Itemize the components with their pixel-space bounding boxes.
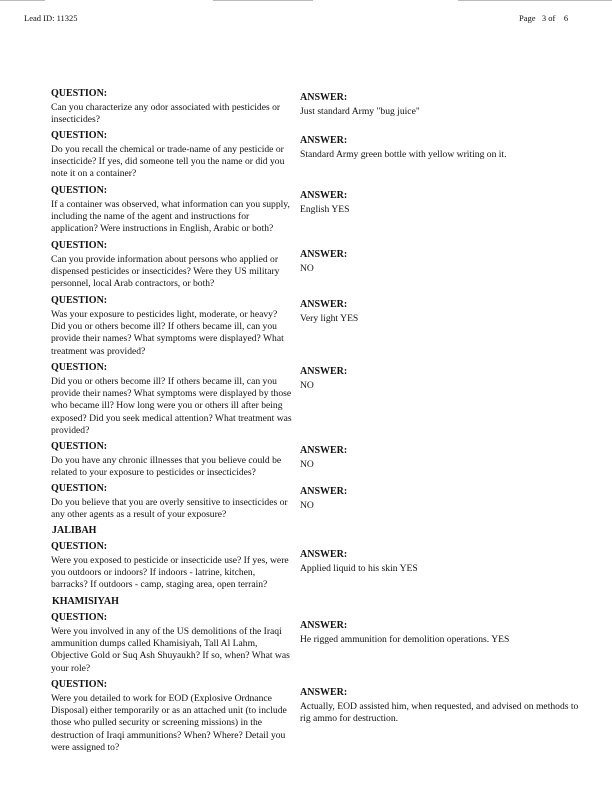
answer-block bbox=[300, 687, 590, 725]
section-jalibah: JALIBAH bbox=[52, 525, 97, 536]
question-block bbox=[51, 240, 293, 291]
question-block bbox=[51, 295, 293, 358]
question-label: QUESTION: bbox=[51, 541, 108, 552]
question-text: If a container was observed, what information can you supply, including the name of the agent and instructions for application? Were instructions in English, Arabic or both? bbox=[51, 199, 290, 235]
answer-text: NO bbox=[300, 380, 314, 391]
question-text: Were you detailed to work for EOD (Explosive Ordnance Disposal) either temporarily or as an attached unit (to include those who pulled security or screening missions) in the destruction of Iraqi ammunitions? When? Where? Detail you were assigned to? bbox=[51, 693, 287, 753]
answer-label: ANSWER: bbox=[300, 486, 348, 497]
answer-label: ANSWER: bbox=[300, 92, 348, 103]
answer-label: ANSWER: bbox=[300, 445, 348, 456]
answer-text: Standard Army green bottle with yellow writing on it. bbox=[300, 149, 507, 160]
question-label: QUESTION: bbox=[51, 441, 108, 452]
scan-edge bbox=[458, 0, 612, 1]
question-block bbox=[51, 362, 293, 437]
scan-edge bbox=[0, 0, 45, 1]
question-block bbox=[51, 679, 293, 754]
question-text: Do you believe that you are overly sensitive to insecticides or any other agents as a result of your exposure? bbox=[51, 497, 288, 521]
question-text: Were you exposed to pesticide or insecticide use? If yes, were you outdoors or indoors? If indoors - latrine, kitchen, barracks? If outdoors - camp, staging area, open terrain? bbox=[51, 555, 289, 591]
question-block bbox=[51, 612, 293, 675]
section-khamisiyah: KHAMISIYAH bbox=[52, 596, 119, 607]
answer-label: ANSWER: bbox=[300, 299, 348, 310]
question-text: Can you provide information about persons who applied or dispensed pesticides or insecticides? Were they US military personnel, local Arab contractors, or both? bbox=[51, 254, 280, 290]
answer-block bbox=[300, 366, 590, 392]
answer-text: Applied liquid to his skin YES bbox=[300, 563, 418, 574]
answer-label: ANSWER: bbox=[300, 687, 348, 698]
question-label: QUESTION: bbox=[51, 612, 108, 623]
question-text: Can you characterize any odor associated with pesticides or insecticides? bbox=[51, 102, 281, 126]
answer-text: Actually, EOD assisted him, when requested, and advised on methods to rig ammo for destruction. bbox=[300, 701, 579, 725]
answer-block bbox=[300, 549, 590, 575]
answer-block bbox=[300, 249, 590, 275]
answer-block bbox=[300, 135, 590, 161]
question-label: QUESTION: bbox=[51, 130, 108, 141]
answer-block bbox=[300, 445, 590, 471]
question-block bbox=[51, 130, 293, 181]
answer-text: NO bbox=[300, 500, 314, 511]
question-text: Did you or others become ill? If others became ill, can you provide their names? What symptoms were displayed by those who became ill? How long were you or others ill after being exposed? Did you seek medical attention? What treatment was provided? bbox=[51, 376, 292, 436]
question-label: QUESTION: bbox=[51, 295, 108, 306]
answer-label: ANSWER: bbox=[300, 366, 348, 377]
answer-text: NO bbox=[300, 459, 314, 470]
question-text: Do you recall the chemical or trade-name of any pesticide or insecticide? If yes, did someone tell you the name or did you note it on a container? bbox=[51, 144, 285, 180]
question-label: QUESTION: bbox=[51, 88, 108, 99]
question-label: QUESTION: bbox=[51, 240, 108, 251]
question-label: QUESTION: bbox=[51, 679, 108, 690]
page-number: Page 3 of 6 bbox=[519, 13, 569, 23]
answer-text: He rigged ammunition for demolition operations. YES bbox=[300, 634, 510, 645]
answer-label: ANSWER: bbox=[300, 249, 348, 260]
question-label: QUESTION: bbox=[51, 185, 108, 196]
answer-block bbox=[300, 190, 590, 216]
question-block bbox=[51, 441, 293, 479]
answer-text: Just standard Army "bug juice" bbox=[300, 106, 420, 117]
question-block bbox=[51, 541, 293, 592]
answer-label: ANSWER: bbox=[300, 620, 348, 631]
question-block bbox=[51, 185, 293, 236]
question-label: QUESTION: bbox=[51, 483, 108, 494]
answer-block bbox=[300, 299, 590, 325]
question-text: Was your exposure to pesticides light, moderate, or heavy? Did you or others become ill? If others became ill, can you provide their names? What symptoms were displayed? What treatment was provided? bbox=[51, 309, 284, 357]
lead-id: Lead ID: 11325 bbox=[24, 13, 78, 23]
answer-block bbox=[300, 486, 590, 512]
question-label: QUESTION: bbox=[51, 362, 108, 373]
scan-edge bbox=[213, 0, 313, 1]
answer-text: English YES bbox=[300, 204, 350, 215]
answer-label: ANSWER: bbox=[300, 549, 348, 560]
question-text: Do you have any chronic illnesses that you believe could be related to your exposure to pesticides or insecticides? bbox=[51, 455, 282, 479]
answer-block bbox=[300, 620, 590, 646]
question-block bbox=[51, 88, 293, 126]
question-block bbox=[51, 483, 293, 521]
answer-label: ANSWER: bbox=[300, 190, 348, 201]
answer-text: NO bbox=[300, 263, 314, 274]
question-text: Were you involved in any of the US demolitions of the Iraqi ammunition dumps called Khamisiyah, Tall Al Lahm, Objective Gold or Suq Ash Shuyaukh? If so, when? What was your role? bbox=[51, 626, 290, 674]
answer-text: Very light YES bbox=[300, 313, 359, 324]
answer-label: ANSWER: bbox=[300, 135, 348, 146]
answer-block bbox=[300, 92, 590, 118]
